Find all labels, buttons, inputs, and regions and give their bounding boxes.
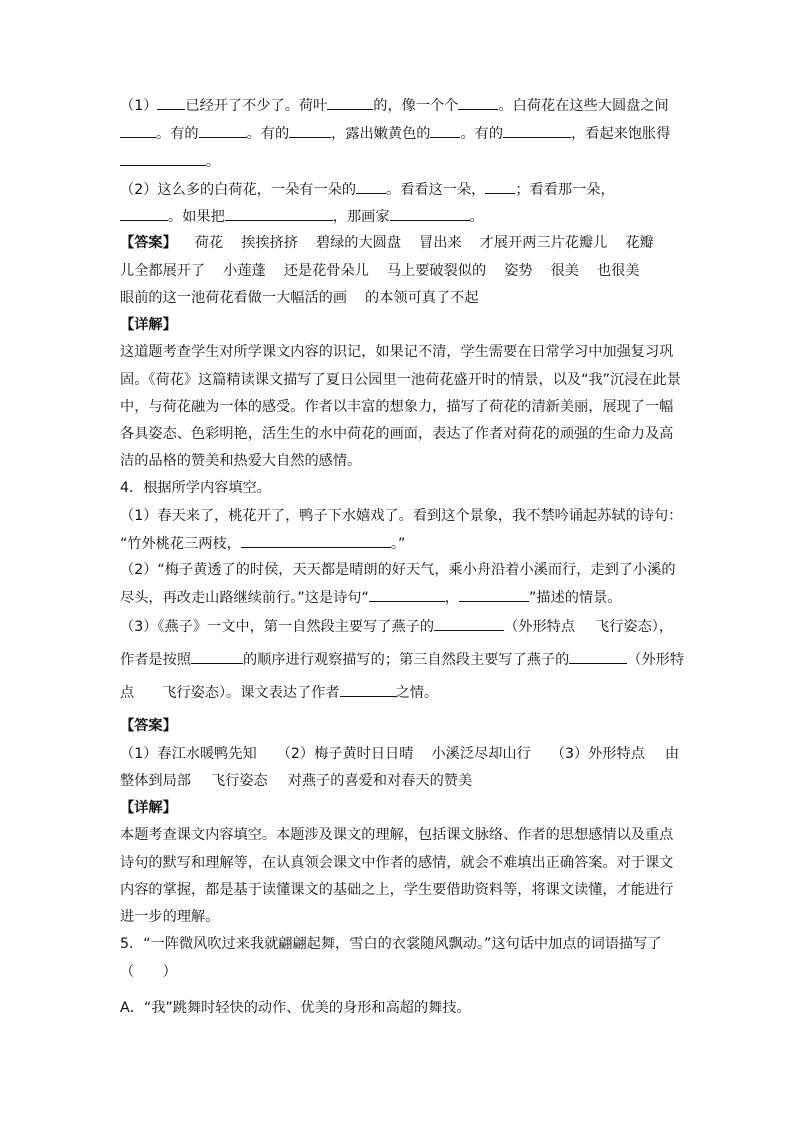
- detail-label: 【详解】: [120, 800, 177, 816]
- q3-sub2-line1: （2）这么多的白荷花，一朵有一朵的 。看看这一朵， ；看看那一朵，: [120, 179, 615, 200]
- q4-sub2-line2: 尽头，再改走山路继续前行。”这是诗句“ ， ”描述的情景。: [120, 587, 621, 608]
- blank[interactable]: [191, 649, 243, 664]
- q4-sub3-line2: 作者是按照 的顺序进行观察描写的；第三自然段主要写了燕子的 （外形特: [120, 649, 684, 670]
- blank[interactable]: [225, 206, 333, 221]
- q3-sub1-line1: （1） 已经开了不少了。荷叶 的，像一个个 。白荷花在这些大圆盘之间: [120, 95, 669, 116]
- blank[interactable]: [485, 179, 515, 194]
- blank[interactable]: [569, 649, 627, 664]
- q3-detail-line: 中，与荷花融为一体的感受。作者以丰富的想象力，描写了荷花的清新美丽，展现了一幅: [120, 399, 674, 415]
- q4-detail-line: 诗句的默写和理解等，在认真领会课文中作者的感情，就会不难填出正确答案。对于课文: [120, 855, 674, 871]
- blank[interactable]: [340, 682, 396, 697]
- q4-answer-line1: （1）春江水暖鸭先知 （2）梅子黄时日日晴 小溪泛尽却山行 （3）外形特点 由: [120, 746, 680, 762]
- blank[interactable]: [356, 179, 386, 194]
- blank[interactable]: [120, 151, 206, 166]
- q4-detail-line: 进一步的理解。: [120, 909, 220, 925]
- q5-answer-paren: （ ）: [120, 964, 177, 980]
- q4-sub3-line3: 点 飞行姿态）。课文表达了作者 之情。: [120, 682, 438, 703]
- q4-detail-line: 本题考查课文内容填空。本题涉及课文的理解，包括课文脉络、作者的思想感情以及重点: [120, 827, 674, 843]
- q3-answer-line1: 【答案】 荷花 挨挨挤挤 碧绿的大圆盘 冒出来 才展开两三片花瓣儿 花瓣: [120, 235, 654, 251]
- q3-answer-line2: 儿全都展开了 小莲蓬 还是花骨朵儿 马上要破裂似的 姿势 很美 也很美: [120, 263, 640, 279]
- q3-detail-line: 各具姿态、色彩明艳，活生生的水中荷花的画面，表达了作者对荷花的顽强的生命力及高: [120, 426, 674, 442]
- q3-sub2-line2: 。如果把 ，那画家 。: [120, 206, 484, 227]
- q4-sub3-line1: （3）《燕子》一文中，第一自然段主要写了燕子的 （外形特点 飞行姿态），: [120, 616, 673, 637]
- blank[interactable]: [157, 95, 185, 110]
- q3-sub1-line3: 。: [120, 151, 220, 172]
- blank[interactable]: [327, 95, 373, 110]
- q5-option-a[interactable]: A．“我”跳舞时轻快的动作、优美的身形和高超的舞技。: [120, 1000, 471, 1016]
- q3-sub1-line2: 。有的 。有的 ，露出嫩黄色的 。有的 ，看起来饱胀得: [120, 123, 670, 144]
- q5-stem: 5．“一阵微风吹过来我就翩翩起舞，雪白的衣裳随风飘动。”这句话中加点的词语描写了: [120, 936, 662, 952]
- q4-sub1-line2: “竹外桃花三两枝， 。”: [120, 533, 405, 554]
- blank[interactable]: [434, 616, 504, 631]
- blank[interactable]: [369, 587, 445, 602]
- q3-detail-line: 这道题考查学生对所学课文内容的识记，如果记不清，学生需要在日常学习中加强复习巩: [120, 344, 674, 360]
- q3-detail-line: 洁的品格的赞美和热爱大自然的感情。: [120, 453, 362, 469]
- q4-sub2-line1: （2）“梅子黄透了的时侯，天天都是晴朗的好天气，乘小舟沿着小溪而行，走到了小溪的: [120, 562, 676, 578]
- blank[interactable]: [458, 95, 498, 110]
- blank[interactable]: [503, 123, 571, 138]
- blank[interactable]: [199, 123, 247, 138]
- q4-title: 4．根据所学内容填空。: [120, 480, 271, 496]
- q4-answer-line2: 整体到局部 飞行姿态 对燕子的喜爱和对春天的赞美: [120, 773, 473, 789]
- q3-detail-line: 固。《荷花》这篇精读课文描写了夏日公园里一池荷花盛开时的情景，以及“我”沉浸在此景: [120, 372, 681, 388]
- answer-label: 【答案】: [120, 718, 177, 734]
- blank[interactable]: [120, 206, 168, 221]
- blank[interactable]: [289, 123, 331, 138]
- q4-sub1-line1: （1）春天来了，桃花开了，鸭子下水嬉戏了。看到这个景象，我不禁吟诵起苏轼的诗句：: [120, 508, 683, 524]
- q4-detail-line: 内容的掌握，都是基于读懂课文的基础之上，学生要借助资料等，将课文读懂，才能进行: [120, 882, 674, 898]
- q3-answer-line3: 眼前的这一池荷花看做一大幅活的画 的本领可真了不起: [120, 290, 479, 306]
- blank[interactable]: [459, 587, 529, 602]
- blank[interactable]: [390, 206, 470, 221]
- detail-label: 【详解】: [120, 317, 177, 333]
- blank[interactable]: [430, 123, 460, 138]
- blank[interactable]: [241, 533, 391, 548]
- answer-label: 【答案】: [120, 235, 177, 251]
- blank[interactable]: [120, 123, 156, 138]
